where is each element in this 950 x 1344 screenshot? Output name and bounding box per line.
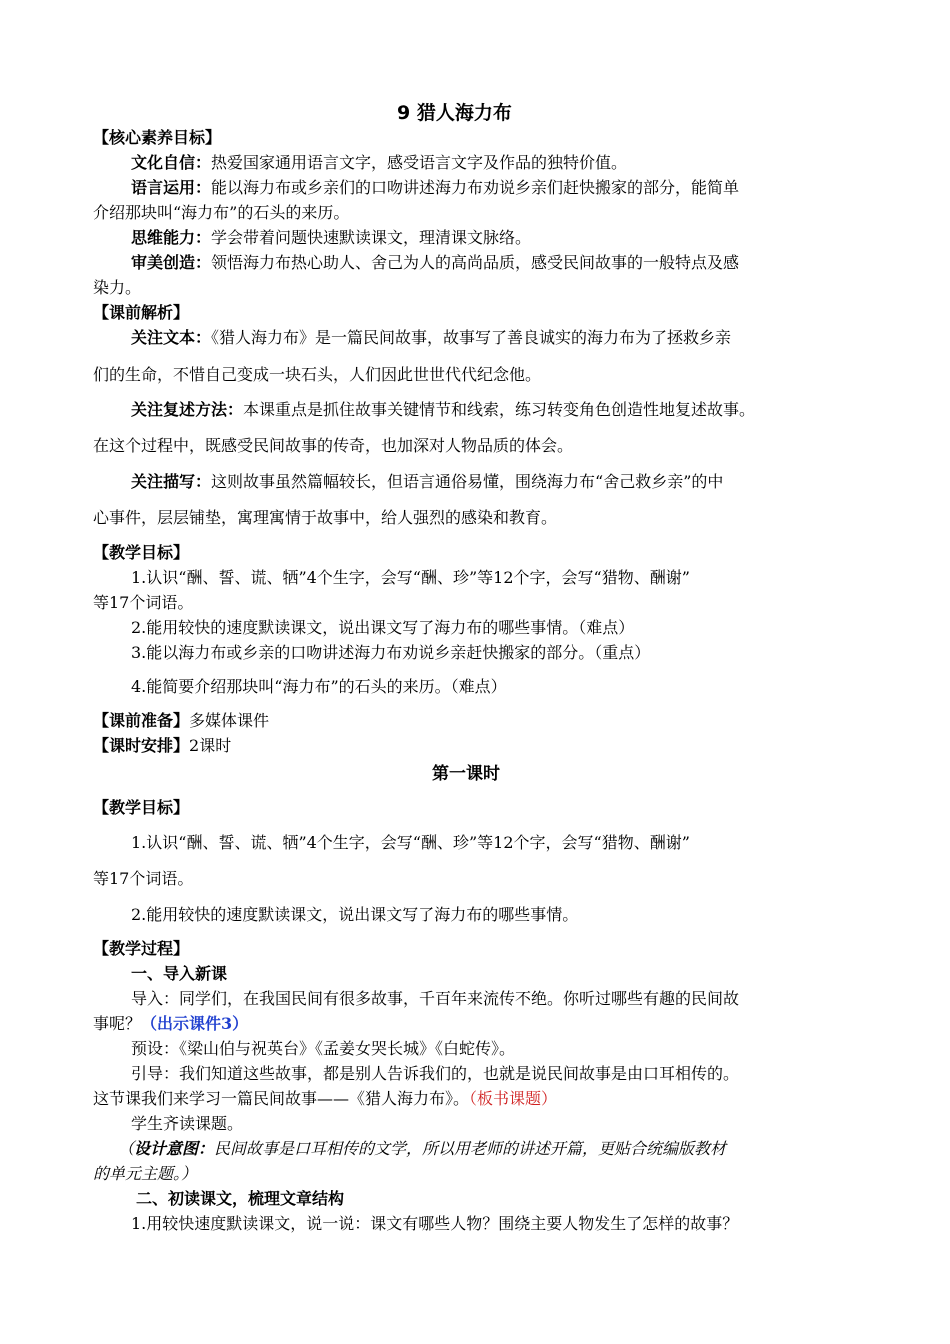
text-focus-text-1: 《猎人海力布》是一篇民间故事，故事写了善良诚实的海力布为了拯救乡亲 <box>211 328 732 347</box>
text-culture: 热爱国家通用语言文字，感受语言文字及作品的独特价值。 <box>211 153 628 172</box>
paragraph-thinking <box>131 226 531 250</box>
section-heading-analysis: 【课前解析】 <box>93 303 190 322</box>
design-intent-label: 设计意图： <box>134 1139 215 1158</box>
goal-4: 4.能简要介绍那块叫“海力布”的石头的来历。（难点） <box>131 677 507 696</box>
schedule-text: 2课时 <box>189 736 232 755</box>
text-focus-description-1: 这则故事虽然篇幅较长，但语言通俗易懂，围绕海力布“舍己救乡亲”的中 <box>211 472 724 491</box>
schedule-line <box>93 734 231 758</box>
prep-text: 多媒体课件 <box>189 711 270 730</box>
step-1-heading: 一、导入新课 <box>131 964 228 983</box>
lesson-1-goal-1-line-1: 1.认识“酬、誓、谎、牺”4个生字，会写“酬、珍”等12个字，会写“猎物、酬谢” <box>131 833 690 852</box>
label-thinking: 思维能力： <box>131 228 212 247</box>
label-focus-method: 关注复述方法： <box>131 400 244 419</box>
paragraph-aesthetic <box>131 251 739 275</box>
text-focus-method-1: 本课重点是抓住故事关键情节和线索，练习转变角色创造性地复述故事。 <box>243 400 756 419</box>
text-language-2: 介绍那块叫“海力布”的石头的来历。 <box>93 203 350 222</box>
text-focus-description-2: 心事件，层层铺垫，寓理寓情于故事中，给人强烈的感染和教育。 <box>93 508 558 527</box>
lesson-1-goal-2: 2.能用较快的速度默读课文，说出课文写了海力布的哪些事情。 <box>131 905 579 924</box>
guide-text-2: 这节课我们来学习一篇民间故事——《猎人海力布》。 <box>93 1089 470 1108</box>
paragraph-focus-description <box>131 470 723 494</box>
preset-line: 预设：《梁山伯与祝英台》《孟姜女哭长城》《白蛇传》。 <box>131 1039 516 1058</box>
section-heading-teaching-goals: 【教学目标】 <box>93 543 190 562</box>
intro-line-1: 导入：同学们，在我国民间有很多故事，千百年来流传不绝。你听过哪些有趣的民间故 <box>131 989 740 1008</box>
design-intent-text-1: 民间故事是口耳相传的文学，所以用老师的讲述开篇，更贴合统编版教材 <box>214 1139 727 1158</box>
text-language-1: 能以海力布或乡亲们的口吻讲述海力布劝说乡亲们赶快搬家的部分，能简单 <box>211 178 740 197</box>
design-open-paren: （ <box>118 1139 135 1158</box>
paragraph-language <box>131 176 739 200</box>
intro-line-2 <box>93 1012 248 1036</box>
teaching-process-heading: 【教学过程】 <box>93 939 190 958</box>
prep-line <box>93 709 269 733</box>
lesson-1-title: 第一课时 <box>432 764 500 784</box>
guide-line-2 <box>93 1087 557 1111</box>
label-language: 语言运用： <box>131 178 212 197</box>
document-title: 9 猎人海力布 <box>397 102 512 124</box>
read-task-1: 1.用较快速度默读课文，说一说：课文有哪些人物？围绕主要人物发生了怎样的故事？ <box>131 1214 739 1233</box>
paragraph-culture <box>131 151 627 175</box>
goal-1-line-1: 1.认识“酬、誓、谎、牺”4个生字，会写“酬、珍”等12个字，会写“猎物、酬谢” <box>131 568 690 587</box>
design-intent-line-1 <box>118 1137 726 1161</box>
design-intent-line-2: 的单元主题。） <box>93 1164 198 1183</box>
section-heading-prep: 【课前准备】 <box>93 711 190 730</box>
courseware-note: （出示课件3） <box>141 1014 249 1033</box>
guide-line-1: 引导：我们知道这些故事，都是别人告诉我们的，也就是说民间故事是由口耳相传的。 <box>131 1064 740 1083</box>
lesson-1-goal-1-line-2: 等17个词语。 <box>93 869 194 888</box>
text-focus-method-2: 在这个过程中，既感受民间故事的传奇，也加深对人物品质的体会。 <box>93 436 574 455</box>
goal-3: 3.能以海力布或乡亲的口吻讲述海力布劝说乡亲赶快搬家的部分。（重点） <box>131 643 651 662</box>
paragraph-focus-method <box>131 398 755 422</box>
lesson-1-goals-heading: 【教学目标】 <box>93 798 190 817</box>
label-aesthetic: 审美创造： <box>131 253 212 272</box>
label-culture: 文化自信： <box>131 153 212 172</box>
text-thinking: 学会带着问题快速默读课文，理清课文脉络。 <box>211 228 532 247</box>
label-focus-text: 关注文本： <box>131 328 212 347</box>
goal-1-line-2: 等17个词语。 <box>93 593 194 612</box>
text-aesthetic-1: 领悟海力布热心助人、舍己为人的高尚品质，感受民间故事的一般特点及感 <box>211 253 740 272</box>
step-2-heading: 二、初读课文，梳理文章结构 <box>136 1189 345 1208</box>
label-focus-description: 关注描写： <box>131 472 212 491</box>
paragraph-focus-text <box>131 326 731 350</box>
text-aesthetic-2: 染力。 <box>93 278 142 297</box>
section-heading-schedule: 【课时安排】 <box>93 736 190 755</box>
read-title-line: 学生齐读课题。 <box>131 1114 244 1133</box>
goal-2: 2.能用较快的速度默读课文，说出课文写了海力布的哪些事情。（难点） <box>131 618 635 637</box>
board-note: （板书课题） <box>469 1089 558 1108</box>
section-heading-core-goals: 【核心素养目标】 <box>93 128 222 147</box>
intro-text-2: 事呢？ <box>93 1014 142 1033</box>
text-focus-text-2: 们的生命，不惜自己变成一块石头，人们因此世世代代纪念他。 <box>93 365 542 384</box>
